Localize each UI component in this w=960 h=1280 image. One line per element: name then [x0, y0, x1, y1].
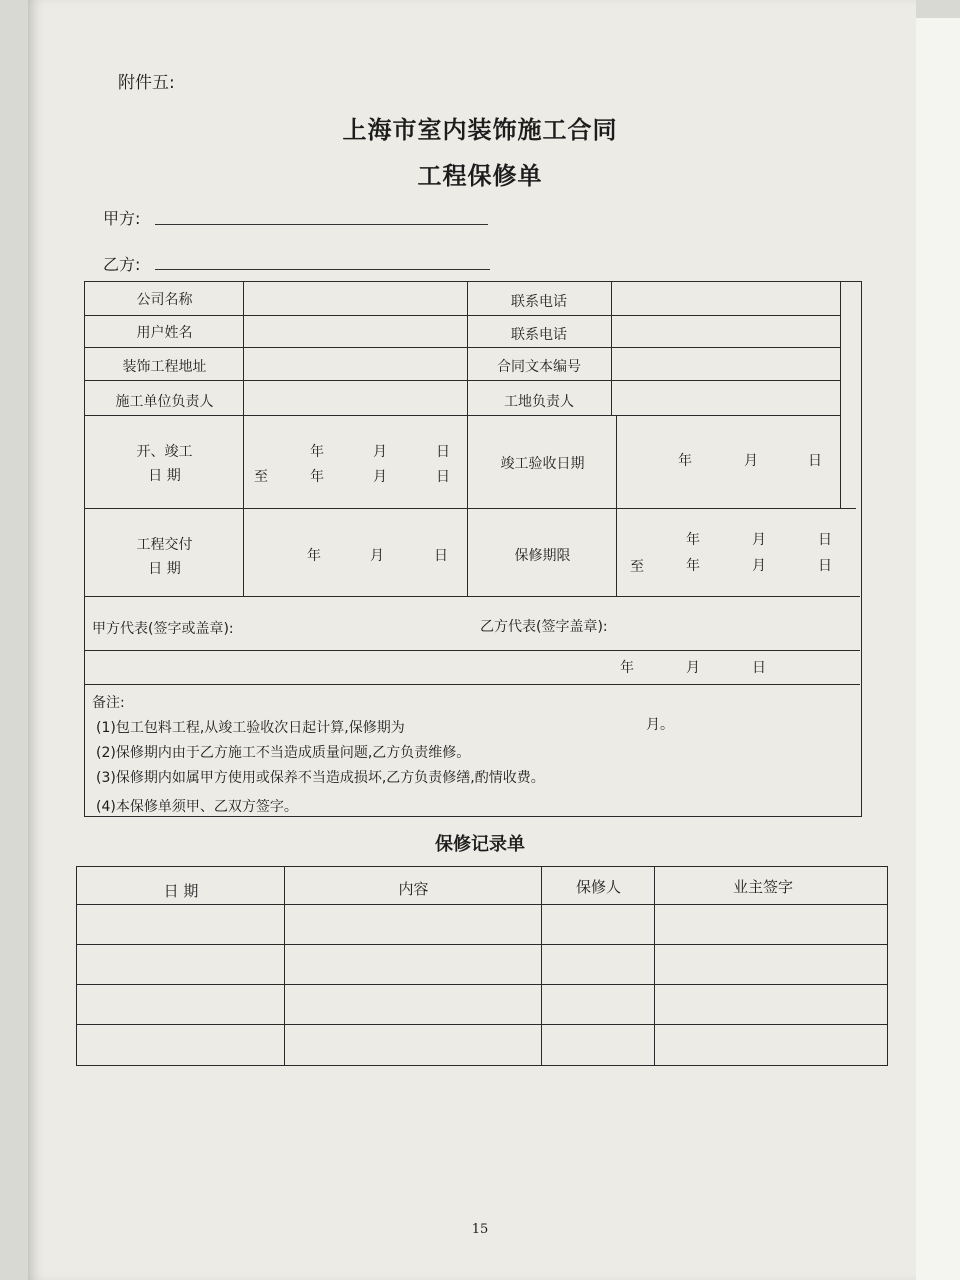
- party-a-rep: 甲方代表(签字或盖章):: [92, 621, 234, 637]
- label-handover: 工程交付: [136, 537, 193, 553]
- annex-label: 附件五:: [118, 73, 175, 93]
- record-header-date: 日 期: [163, 882, 199, 900]
- label-warranty-period: 保修期限: [514, 548, 571, 564]
- label-contact-phone-1: 联系电话: [511, 294, 567, 310]
- remark-2: (2)保修期内由于乙方施工不当造成质量问题,乙方负责维修。: [96, 745, 471, 761]
- label-contract-no: 合同文本编号: [497, 359, 581, 375]
- party-b-rep: 乙方代表(签字盖章):: [480, 619, 608, 635]
- document-title: 上海市室内装饰施工合同: [342, 116, 618, 144]
- warranty-start-year: 年: [686, 532, 700, 548]
- end-month: 月: [373, 469, 387, 485]
- acceptance-year: 年: [678, 453, 692, 469]
- start-month: 月: [373, 444, 387, 460]
- warranty-to: 至: [630, 559, 644, 575]
- remark-1-tail: 月。: [646, 717, 674, 733]
- end-day: 日: [436, 469, 450, 485]
- label-handover-date: 日 期: [148, 561, 181, 577]
- warranty-end-day: 日: [818, 558, 832, 574]
- page-number: 15: [471, 1222, 489, 1237]
- sign-month: 月: [686, 660, 700, 676]
- acceptance-month: 月: [744, 453, 758, 469]
- record-header-owner-sign: 业主签字: [732, 878, 793, 896]
- end-to: 至: [254, 469, 268, 485]
- label-site-lead: 工地负责人: [504, 394, 574, 410]
- label-project-address: 装饰工程地址: [122, 359, 207, 375]
- record-header-repairer: 保修人: [575, 878, 621, 896]
- sign-year: 年: [620, 660, 634, 676]
- label-company-name: 公司名称: [136, 292, 193, 308]
- party-b-label: 乙方:: [103, 255, 141, 274]
- label-start-end-date: 日 期: [148, 468, 181, 484]
- label-contact-phone-2: 联系电话: [511, 327, 567, 343]
- label-start-end: 开、竣工: [136, 444, 193, 460]
- party-a-label: 甲方:: [103, 209, 141, 228]
- start-year: 年: [310, 444, 324, 460]
- remark-1: (1)包工包料工程,从竣工验收次日起计算,保修期为: [96, 720, 405, 736]
- handover-day: 日: [434, 548, 448, 564]
- sign-day: 日: [752, 660, 766, 676]
- warranty-end-month: 月: [752, 558, 766, 574]
- party-a-underline: [155, 224, 488, 225]
- remark-3: (3)保修期内如属甲方使用或保养不当造成损坏,乙方负责修缮,酌情收费。: [96, 770, 545, 786]
- label-construction-lead: 施工单位负责人: [115, 394, 214, 410]
- party-b-underline: [155, 269, 490, 270]
- warranty-end-year: 年: [686, 558, 700, 574]
- warranty-start-month: 月: [752, 532, 766, 548]
- start-day: 日: [436, 444, 450, 460]
- document-subtitle: 工程保修单: [417, 162, 543, 190]
- acceptance-day: 日: [808, 453, 822, 469]
- remarks-title: 备注:: [92, 695, 125, 711]
- remark-4: (4)本保修单须甲、乙双方签字。: [96, 799, 298, 815]
- end-year: 年: [310, 469, 324, 485]
- label-user-name: 用户姓名: [136, 325, 193, 341]
- warranty-start-day: 日: [818, 532, 832, 548]
- record-title: 保修记录单: [435, 834, 525, 855]
- record-header-content: 内容: [398, 880, 429, 898]
- label-acceptance-date: 竣工验收日期: [500, 456, 585, 472]
- handover-month: 月: [370, 548, 384, 564]
- handover-year: 年: [307, 548, 321, 564]
